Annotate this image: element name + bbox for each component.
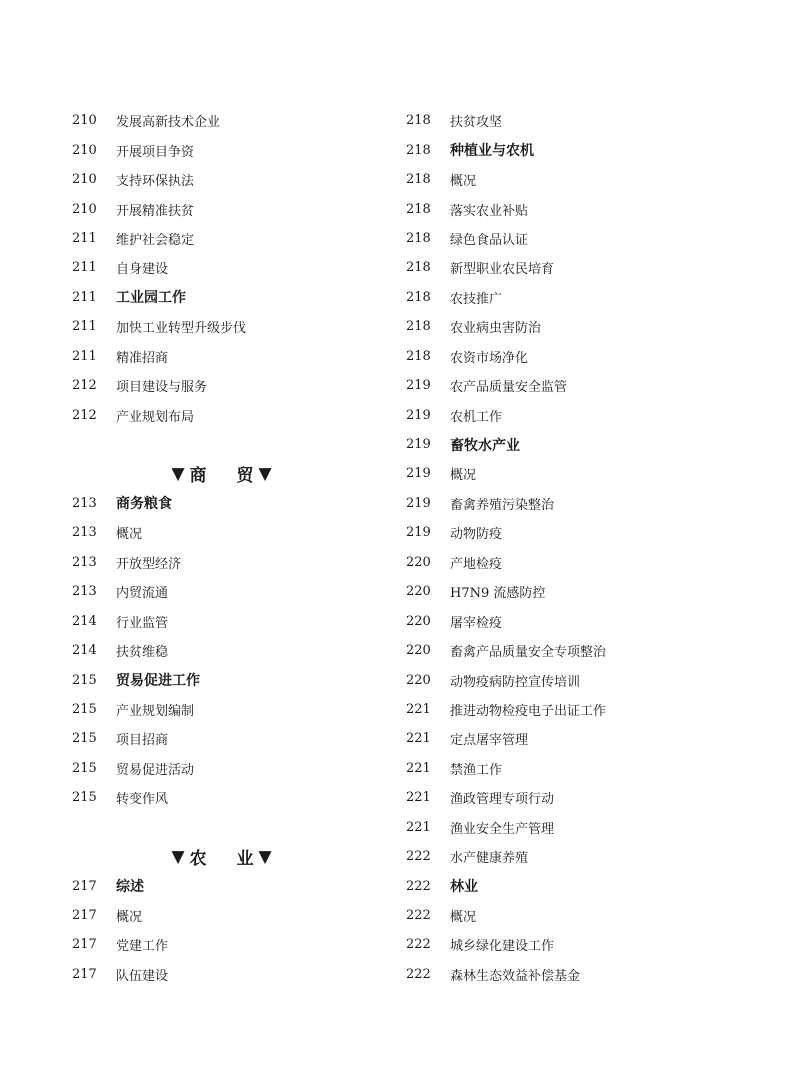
toc-entry[interactable] (406, 724, 736, 753)
triangle-down-icon: ▼ (171, 846, 186, 867)
toc-entry[interactable] (406, 930, 736, 959)
heading-title: 工业园工作 (116, 290, 186, 307)
page-number: 222 (406, 966, 431, 982)
page-number: 212 (72, 378, 97, 394)
toc-entry[interactable] (72, 371, 372, 400)
page-number: 211 (72, 260, 97, 276)
toc-heading-entry[interactable] (72, 665, 372, 694)
entry-title: 转变作风 (116, 792, 169, 808)
entry-title: 行业监管 (116, 615, 169, 631)
toc-entry[interactable] (406, 695, 736, 724)
toc-entry[interactable] (72, 577, 372, 606)
toc-entry[interactable] (406, 518, 736, 547)
entry-title: 开展精准扶贫 (116, 203, 195, 219)
heading-title: 种植业与农机 (450, 143, 534, 160)
toc-entry[interactable] (406, 459, 736, 488)
entry-title: 绿色食品认证 (450, 232, 529, 248)
toc-heading-entry[interactable] (406, 430, 736, 459)
page-number: 215 (72, 790, 97, 806)
toc-entry[interactable] (72, 106, 372, 135)
toc-heading-entry[interactable] (406, 871, 736, 900)
page-number: 222 (406, 908, 431, 924)
page-number: 215 (72, 760, 97, 776)
toc-entry[interactable] (406, 842, 736, 871)
entry-title: 概况 (116, 910, 143, 926)
toc-entry[interactable] (72, 783, 372, 812)
entry-title: 畜禽产品质量安全专项整治 (450, 645, 607, 661)
page-number: 214 (72, 643, 97, 659)
section-header (72, 842, 372, 871)
entry-title: 动物疫病防控宣传培训 (450, 674, 581, 690)
toc-entry[interactable] (72, 548, 372, 577)
toc-entry[interactable] (406, 754, 736, 783)
entry-title: 发展高新技术企业 (116, 115, 221, 131)
entry-title: 水产健康养殖 (450, 851, 529, 867)
section-spacer (72, 430, 372, 459)
page-number: 215 (72, 731, 97, 747)
toc-entry[interactable] (72, 606, 372, 635)
toc-entry[interactable] (72, 165, 372, 194)
heading-title: 贸易促进工作 (116, 673, 200, 690)
toc-entry[interactable] (406, 901, 736, 930)
entry-title: 精准招商 (116, 350, 169, 366)
entry-title: 渔业安全生产管理 (450, 821, 555, 837)
page-number: 219 (406, 407, 431, 423)
page-number: 218 (406, 172, 431, 188)
page-number: 219 (406, 378, 431, 394)
toc-entry[interactable] (406, 106, 736, 135)
section-title: 农 业 (189, 849, 255, 870)
toc-heading-entry[interactable] (72, 283, 372, 312)
section-spacer (72, 813, 372, 842)
page-number: 221 (406, 731, 431, 747)
entry-title: 禁渔工作 (450, 762, 503, 778)
entry-title: 概况 (450, 468, 477, 484)
page-number: 217 (72, 908, 97, 924)
toc-entry[interactable] (406, 606, 736, 635)
entry-title: 畜禽养殖污染整治 (450, 497, 555, 513)
toc-right-column (406, 106, 736, 989)
toc-heading-entry[interactable] (72, 489, 372, 518)
entry-title: 农技推广 (450, 291, 503, 307)
toc-entry[interactable] (406, 194, 736, 223)
page-number: 219 (406, 466, 431, 482)
page-number: 219 (406, 495, 431, 511)
entry-title: 城乡绿化建设工作 (450, 939, 555, 955)
triangle-down-icon: ▼ (258, 463, 273, 484)
toc-entry[interactable] (72, 312, 372, 341)
page-number: 220 (406, 613, 431, 629)
toc-entry[interactable] (72, 960, 372, 989)
entry-title: 党建工作 (116, 939, 169, 955)
page-number: 215 (72, 672, 97, 688)
page-number: 213 (72, 525, 97, 541)
section-title: 商 贸 (189, 466, 255, 487)
toc-entry[interactable] (406, 960, 736, 989)
toc-entry[interactable] (72, 518, 372, 547)
triangle-down-icon: ▼ (171, 463, 186, 484)
entry-title: 农产品质量安全监管 (450, 380, 568, 396)
page-number: 217 (72, 966, 97, 982)
entry-title: 渔政管理专项行动 (450, 792, 555, 808)
entry-title: 屠宰检疫 (450, 615, 503, 631)
toc-heading-entry[interactable] (72, 871, 372, 900)
entry-title: 概况 (450, 174, 477, 190)
toc-entry[interactable] (406, 312, 736, 341)
toc-heading-entry[interactable] (406, 135, 736, 164)
entry-title: 扶贫维稳 (116, 645, 169, 661)
entry-title: 扶贫攻坚 (450, 115, 503, 131)
entry-title: 内贸流通 (116, 586, 169, 602)
page-number: 218 (406, 201, 431, 217)
page-number: 211 (72, 289, 97, 305)
page-number: 210 (72, 201, 97, 217)
toc-entry[interactable] (406, 665, 736, 694)
entry-title: 维护社会稳定 (116, 232, 195, 248)
entry-title: 农资市场净化 (450, 350, 529, 366)
page-number: 213 (72, 584, 97, 600)
page-number: 211 (72, 348, 97, 364)
heading-title: 商务粮食 (116, 496, 172, 513)
page-number: 218 (406, 289, 431, 305)
entry-title: H7N9 流感防控 (450, 586, 546, 602)
page-number: 220 (406, 672, 431, 688)
triangle-down-icon: ▼ (258, 846, 273, 867)
entry-title: 产业规划编制 (116, 703, 195, 719)
page-number: 219 (406, 525, 431, 541)
page-number: 218 (406, 230, 431, 246)
toc-entry[interactable] (72, 901, 372, 930)
toc-entry[interactable] (406, 253, 736, 282)
heading-title: 畜牧水产业 (450, 437, 520, 454)
toc-entry[interactable] (406, 342, 736, 371)
page-number: 218 (406, 319, 431, 335)
toc-entry[interactable] (72, 636, 372, 665)
entry-title: 产业规划布局 (116, 409, 195, 425)
toc-entry[interactable] (406, 813, 736, 842)
page-number: 220 (406, 643, 431, 659)
page-number: 213 (72, 495, 97, 511)
toc-entry[interactable] (406, 489, 736, 518)
page-number: 211 (72, 230, 97, 246)
entry-title: 项目建设与服务 (116, 380, 208, 396)
entry-title: 概况 (116, 527, 143, 543)
toc-entry[interactable] (406, 577, 736, 606)
page-number: 214 (72, 613, 97, 629)
page-number: 221 (406, 790, 431, 806)
entry-title: 队伍建设 (116, 968, 169, 984)
toc-entry[interactable] (72, 930, 372, 959)
toc-entry[interactable] (72, 194, 372, 223)
page-number: 215 (72, 701, 97, 717)
entry-title: 项目招商 (116, 733, 169, 749)
entry-title: 新型职业农民培育 (450, 262, 555, 278)
page-number: 218 (406, 113, 431, 129)
toc-entry[interactable] (406, 165, 736, 194)
heading-title: 林业 (450, 879, 478, 896)
page-number: 219 (406, 437, 431, 453)
page-number: 210 (72, 142, 97, 158)
entry-title: 开放型经济 (116, 556, 182, 572)
toc-entry[interactable] (406, 371, 736, 400)
toc-entry[interactable] (406, 636, 736, 665)
page-number: 217 (72, 937, 97, 953)
toc-left-column (72, 106, 372, 989)
heading-title: 综述 (116, 879, 144, 896)
page-number: 210 (72, 113, 97, 129)
page-number: 222 (406, 849, 431, 865)
page-number: 218 (406, 142, 431, 158)
toc-entry[interactable] (406, 283, 736, 312)
page-number: 221 (406, 760, 431, 776)
entry-title: 开展项目争资 (116, 144, 195, 160)
entry-title: 加快工业转型升级步伐 (116, 321, 247, 337)
toc-entry[interactable] (72, 695, 372, 724)
toc-entry[interactable] (406, 400, 736, 429)
toc-entry[interactable] (72, 754, 372, 783)
entry-title: 产地检疫 (450, 556, 503, 572)
entry-title: 概况 (450, 910, 477, 926)
page-number: 212 (72, 407, 97, 423)
toc-entry[interactable] (72, 342, 372, 371)
page-number: 218 (406, 348, 431, 364)
entry-title: 推进动物检疫电子出证工作 (450, 703, 607, 719)
page-number: 220 (406, 554, 431, 570)
toc-entry[interactable] (72, 224, 372, 253)
page-number: 218 (406, 260, 431, 276)
page-number: 221 (406, 819, 431, 835)
entry-title: 落实农业补贴 (450, 203, 529, 219)
entry-title: 贸易促进活动 (116, 762, 195, 778)
section-header (72, 459, 372, 488)
entry-title: 森林生态效益补偿基金 (450, 968, 581, 984)
page-number: 213 (72, 554, 97, 570)
toc-entry[interactable] (406, 548, 736, 577)
toc-entry[interactable] (72, 400, 372, 429)
toc-entry[interactable] (406, 224, 736, 253)
entry-title: 农业病虫害防治 (450, 321, 542, 337)
page-number: 222 (406, 878, 431, 894)
toc-entry[interactable] (72, 253, 372, 282)
toc-entry[interactable] (72, 724, 372, 753)
entry-title: 农机工作 (450, 409, 503, 425)
entry-title: 自身建设 (116, 262, 169, 278)
page-number: 211 (72, 319, 97, 335)
toc-entry[interactable] (72, 135, 372, 164)
page-number: 210 (72, 172, 97, 188)
page-number: 220 (406, 584, 431, 600)
toc-entry[interactable] (406, 783, 736, 812)
page-number: 221 (406, 701, 431, 717)
entry-title: 定点屠宰管理 (450, 733, 529, 749)
entry-title: 动物防疫 (450, 527, 503, 543)
page-number: 217 (72, 878, 97, 894)
page-number: 222 (406, 937, 431, 953)
entry-title: 支持环保执法 (116, 174, 195, 190)
